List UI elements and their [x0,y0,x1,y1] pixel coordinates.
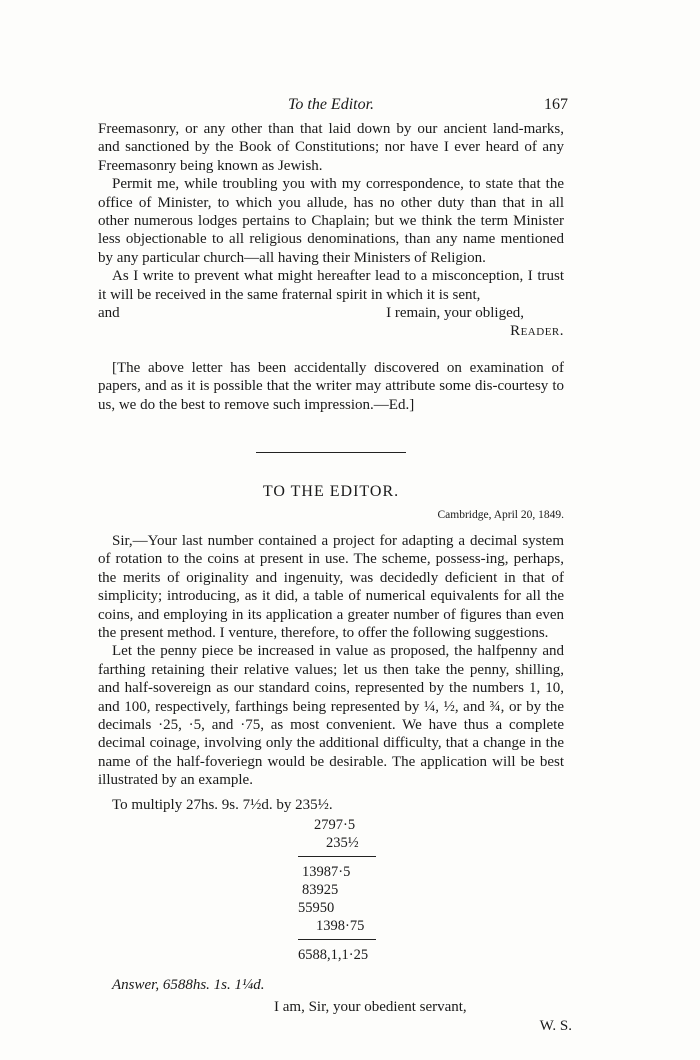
letter2-initials: W. S. [539,1017,572,1034]
letter1-and: and [98,305,120,322]
calc-partial-2: 83925 [302,882,339,898]
letter1-paragraph-3: As I write to prevent what might hereafter lead to a misconception, I trust it will be received in the same fraternal spirit in which it is sent, [98,268,564,303]
letter2-dateline: Cambridge, April 20, 1849. [437,508,564,521]
calc-partial-3: 55950 [298,900,335,916]
letter1-paragraph-1: Freemasonry, or any other than that laid down by our ancient land-marks, and sanctioned by the Book of Constitutions; nor have I ever heard of any Freemasonry being known as Jewish. [98,121,564,174]
letter2-paragraph-2: Let the penny piece be increased in value as proposed, the halfpenny and farthing retaining their relative values; let us then take the penny, shilling, and half-sovereign as our standard coins, represented by the numbers 1, 10, and 100, respectively, farthings being represented by ¼, ½, and ¾, or by the decimals ·25, ·5, and ·75, as most convenient. We have thus a complete decimal coinage, involving only the additional difficulty, that a change in the name of the half-foveriegn would be desirable. The application will be best illustrated by an example. [98,643,564,789]
running-header [98,96,568,120]
calc-multiplier: 235½ [326,835,359,851]
letter2-heading: TO THE EDITOR. [262,483,400,501]
calc-result: 6588,1,1·25 [298,947,369,963]
calc-partial-4: 1398·75 [316,918,365,934]
calc-rule-1 [298,856,376,857]
calc-partial-1: 13987·5 [302,864,351,880]
section-divider [256,452,406,453]
letter1-paragraph-2: Permit me, while troubling you with my correspondence, to state that the office of Minister, to which you allude, has no other duty than that in all other numerous lodges pertains to Chaplain; but we think the term Minister less objectionable to all religious denominations, than any name mentioned by any particular church—all having their Ministers of Religion. [98,176,564,266]
letter2-paragraph-1: Sir,—Your last number contained a project for adapting a decimal system of rotation to the coins at present in use. The scheme, possess-ing, perhaps, the merits of originality and ingenuity, was decidedly deficient in that of simplicity; introducing, as it did, a table of numerical equivalents for all the coins, and employing in its application a greater number of figures than even the present method. I venture, therefore, to offer the following suggestions. [98,532,564,641]
editor-note: [The above letter has been accidentally discovered on examination of papers, and as it is possible that the writer may attribute some dis-courtesy to us, we do the best to remove such impression.—Ed.] [98,359,564,413]
calc-rule-2 [298,939,376,940]
letter2-problem: To multiply 27hs. 9s. 7½d. by 235½. [112,796,333,813]
page-number: 167 [544,96,568,113]
multiplication-working [298,816,564,964]
letter1-remain: I remain, your obliged, [386,305,524,322]
letter1-signature: Reader. [510,323,564,340]
document-page [98,96,572,1035]
calc-multiplicand: 2797·5 [314,817,356,833]
letter2-closing: I am, Sir, your obedient servant, [274,999,467,1016]
letter1-sign-off [98,304,564,322]
running-title: To the Editor. [287,96,375,113]
letter2-answer: Answer, 6588hs. 1s. 1¼d. [112,977,265,993]
